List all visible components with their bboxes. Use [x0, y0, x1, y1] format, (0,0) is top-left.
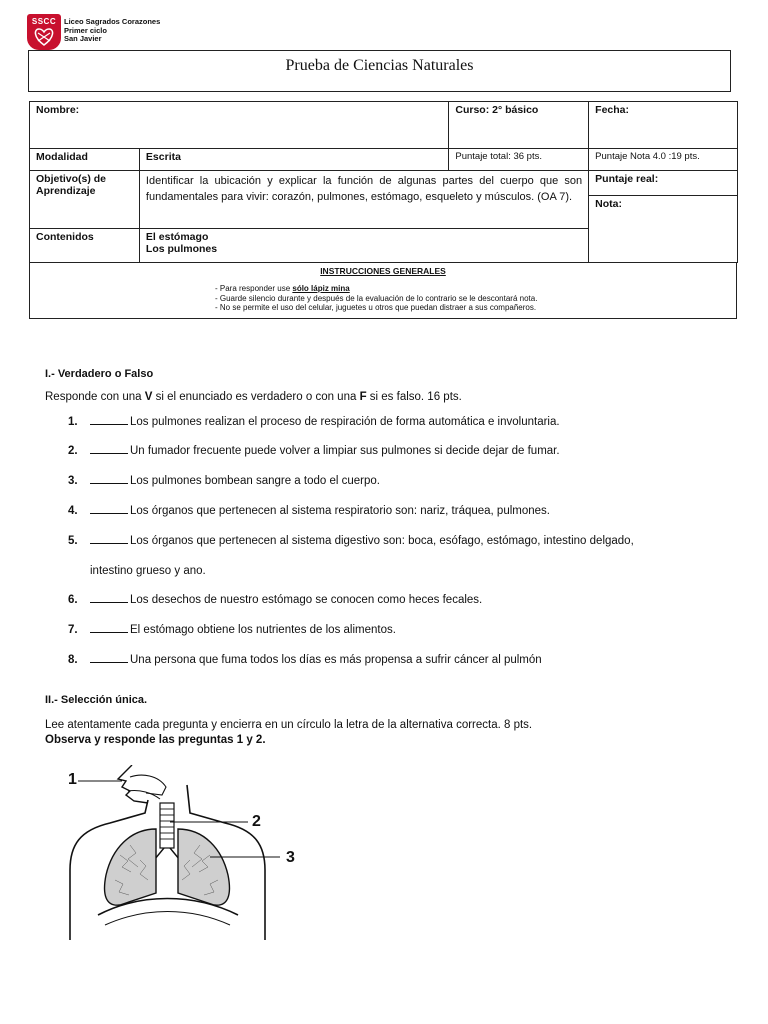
section2-intro: Lee atentamente cada pregunta y encierra en un círculo la letra de la alternativa correcta. 8 pts.: [45, 719, 533, 731]
objective-text: Identificar la ubicación y explicar la función de algunas partes del cuerpo que son fundamentales para vivir: corazón, pulmones, estómago, esqueleto y músculos. (OA 7).: [139, 171, 588, 229]
general-instructions: [29, 262, 737, 319]
school-line3: San Javier: [64, 34, 102, 43]
content-item-lungs: Los pulmones: [145, 243, 218, 255]
section1-title: I.- Verdadero o Falso: [45, 368, 154, 380]
title-box: [28, 50, 731, 92]
content-item-stomach: El estómago: [145, 231, 209, 243]
question-5: 5. Los órganos que pertenecen al sistema digestivo son: boca, esófago, estómago, intestino delgado,: [68, 535, 634, 547]
figure-label-1: 1: [68, 771, 77, 788]
instructions-title: INSTRUCCIONES GENERALES: [320, 266, 446, 276]
question-6: 6. Los desechos de nuestro estómago se conocen como heces fecales.: [68, 594, 483, 606]
question-5-continued: intestino grueso y ano.: [90, 565, 206, 577]
answer-blank-3[interactable]: [90, 483, 128, 484]
answer-blank-2[interactable]: [90, 453, 128, 454]
grade-score: Puntaje Nota 4.0 :19 pts.: [589, 149, 738, 171]
logo-text: SSCC: [31, 17, 57, 26]
question-7: 7. El estómago obtiene los nutrientes de los alimentos.: [68, 624, 396, 636]
question-3: 3. Los pulmones bombean sangre a todo el cuerpo.: [68, 475, 380, 487]
modality-value: Escrita: [139, 149, 448, 171]
score-cell: [589, 171, 738, 263]
course-cell: Curso: 2° básico: [449, 102, 589, 149]
objective-label: Objetivo(s) de Aprendizaje: [30, 171, 140, 229]
instruction-2: - Guarde silencio durante y después de la evaluación de lo contrario se le descontará nota.: [215, 293, 538, 303]
question-1: 1. Los pulmones realizan el proceso de respiración de forma automática e involuntaria.: [68, 416, 560, 428]
heart-emblem-icon: [27, 14, 61, 50]
question-4: 4. Los órganos que pertenecen al sistema respiratorio son: nariz, tráquea, pulmones.: [68, 505, 550, 517]
question-2: 2. Un fumador frecuente puede volver a limpiar sus pulmones si decide dejar de fumar.: [68, 445, 560, 457]
answer-blank-5[interactable]: [90, 543, 128, 544]
respiratory-system-illustration: [60, 765, 310, 940]
question-8: 8. Una persona que fuma todos los días es más propensa a sufrir cáncer al pulmón: [68, 654, 542, 666]
name-cell[interactable]: Nombre:: [30, 102, 449, 149]
answer-blank-1[interactable]: [90, 424, 128, 425]
instruction-1: - Para responder use sólo lápiz mina: [215, 284, 350, 293]
section2-title: II.- Selección única.: [45, 694, 148, 706]
answer-blank-6[interactable]: [90, 602, 128, 603]
student-info-table: [29, 101, 738, 263]
instructions-list: [215, 284, 537, 313]
section2-observe: Observa y responde las preguntas 1 y 2.: [45, 734, 266, 746]
instruction-3: - No se permite el uso del celular, juguetes u otros que puedan distraer a sus compañeros.: [215, 303, 537, 312]
figure-label-2: 2: [252, 813, 261, 830]
figure-label-3: 3: [286, 849, 295, 866]
grade-field[interactable]: Nota:: [595, 198, 623, 210]
answer-blank-4[interactable]: [90, 513, 128, 514]
date-cell[interactable]: Fecha:: [589, 102, 738, 149]
page-title: Prueba de Ciencias Naturales: [285, 57, 474, 74]
answer-blank-8[interactable]: [90, 662, 128, 663]
modality-label: Modalidad: [30, 149, 140, 171]
school-line1: Liceo Sagrados Corazones: [64, 17, 161, 26]
section1-intro: Responde con una V si el enunciado es verdadero o con una F si es falso. 16 pts.: [45, 391, 462, 403]
total-score: Puntaje total: 36 pts.: [449, 149, 589, 171]
contents-value: [139, 229, 588, 263]
contents-label: Contenidos: [30, 229, 140, 263]
real-score[interactable]: Puntaje real:: [589, 171, 737, 196]
answer-blank-7[interactable]: [90, 632, 128, 633]
school-line2: Primer ciclo: [64, 25, 107, 35]
school-logo: [27, 14, 61, 50]
school-name: [64, 18, 160, 44]
